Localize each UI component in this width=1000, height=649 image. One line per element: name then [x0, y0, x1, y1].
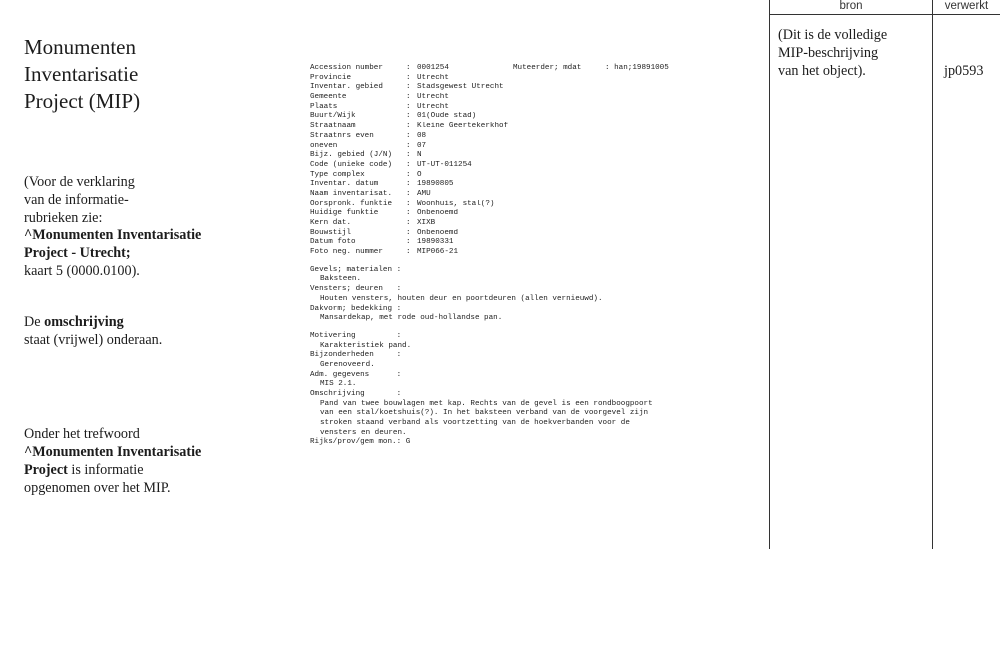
field-label: Datum foto	[310, 238, 356, 247]
field-value: Utrecht	[417, 102, 449, 111]
field-label: Kern dat.	[310, 219, 352, 227]
record-field-row	[310, 238, 760, 248]
field-value: AMU	[417, 189, 431, 198]
record-field-row	[310, 122, 760, 132]
record-field-row	[310, 229, 760, 239]
record-field-row	[310, 190, 760, 200]
record-field-row	[310, 83, 760, 93]
field-label: Bouwstijl	[310, 228, 352, 237]
field-label: Straatnrs even	[310, 131, 374, 140]
adm-label: Adm. gegevens :	[310, 370, 402, 379]
omschrijving-line: van een stal/koetshuis(?). In het baksteen verband van de voorgevel zijn	[320, 409, 649, 418]
field-separator: :	[406, 131, 416, 140]
field-separator: :	[406, 248, 416, 257]
field-separator: :	[406, 180, 416, 189]
keyword-note: Onder het trefwoord ^Monumenten Inventarisatie Project is informatie opgenomen over het MIP.	[24, 426, 202, 496]
column-divider-verwerkt	[932, 0, 933, 549]
left-info-column	[24, 34, 284, 498]
column-divider-bron	[769, 0, 770, 549]
record-field-row	[310, 200, 760, 210]
field-label: Inventar. gebied	[310, 83, 383, 92]
field-label: Huidige funktie	[310, 209, 379, 218]
bijzonderheden-label: Bijzonderheden :	[310, 351, 402, 360]
record-field-row	[310, 93, 760, 103]
field-value: 01(Oude stad)	[417, 112, 477, 121]
field-separator: :	[406, 199, 416, 208]
field-value: O	[417, 170, 422, 179]
record-field-row	[310, 103, 760, 113]
field-label: Bijz. gebied (J/N)	[310, 151, 393, 160]
field-label: Inventar. datum	[310, 180, 379, 189]
omschrijving-line: vensters en deuren.	[320, 428, 407, 437]
reference-link: ^Monumenten Inventarisatie	[24, 227, 202, 244]
rijks-monument: Rijks/prov/gem mon.: G	[310, 438, 411, 447]
omschrijving-line: stroken staand verband als voortzetting van de hoekverbanden voor de	[320, 419, 630, 428]
gevels-value: Baksteen.	[320, 275, 362, 284]
record-field-row	[310, 151, 760, 161]
record-field-row	[310, 132, 760, 142]
gevels-label: Gevels; materialen :	[310, 265, 402, 274]
bron-text: (Dit is de volledige MIP-beschrijving van het object).	[778, 27, 888, 79]
field-label: Plaats	[310, 102, 338, 111]
field-separator: :	[406, 151, 416, 160]
field-value: Onbenoemd	[417, 209, 459, 218]
field-value: 19890805	[417, 180, 454, 189]
field-value: 07	[417, 141, 427, 150]
field-label: Buurt/Wijk	[310, 112, 356, 121]
field-separator: :	[406, 64, 416, 72]
vensters-label: Vensters; deuren :	[310, 285, 402, 294]
field-value: Kleine Geertekerkhof	[417, 122, 509, 131]
omschrijving-label: Omschrijving :	[310, 390, 402, 398]
field-label: Type complex	[310, 170, 365, 179]
field-separator: :	[406, 238, 416, 247]
field-separator: :	[406, 102, 416, 111]
field-value: Onbenoemd	[417, 228, 459, 237]
record-section	[310, 332, 760, 448]
dakvorm-label: Dakvorm; bedekking :	[310, 304, 402, 313]
record-field-row	[310, 209, 760, 219]
mip-record	[310, 64, 760, 448]
field-separator: :	[406, 189, 416, 198]
field-separator: :	[406, 122, 416, 131]
field-label: Foto neg. nummer	[310, 248, 383, 257]
field-value: XIXB	[417, 219, 436, 227]
field-value: 0001254	[417, 64, 449, 72]
field-separator: :	[406, 141, 416, 150]
field-separator: :	[406, 112, 416, 121]
header-verwerkt: verwerkt	[944, 0, 989, 12]
field-value: Stadsgewest Utrecht	[417, 83, 504, 92]
field-separator: :	[406, 219, 416, 227]
explanation-note: (Voor de verklaring van de informatie- rubrieken zie: ^Monumenten Inventarisatie Project - Utrecht; kaart 5 (0000.0100).	[24, 174, 202, 279]
record-field-row	[310, 248, 760, 258]
header-bron: bron	[839, 0, 863, 12]
record-field-row	[310, 219, 760, 229]
field-separator: :	[406, 93, 416, 102]
description-note: De omschrijving staat (vrijwel) onderaan.	[24, 313, 163, 348]
field-value: UT-UT-011254	[417, 160, 472, 169]
field-separator: :	[406, 160, 416, 169]
record-field-row	[310, 64, 760, 74]
verwerkt-code: jp0593	[944, 63, 984, 79]
field-label: Naam inventarisat.	[310, 189, 393, 198]
field-label: Straatnaam	[310, 122, 356, 131]
field-value: 08	[417, 131, 427, 140]
field-value: MIP066-21	[417, 248, 459, 257]
field-label: Accession number	[310, 64, 383, 72]
field-label: Gemeente	[310, 93, 347, 102]
motivering-value: Karakteristiek pand.	[320, 341, 412, 350]
record-field-row	[310, 161, 760, 171]
adm-value: MIS 2.1.	[320, 380, 357, 389]
field-separator: :	[406, 83, 416, 92]
field-value: Utrecht	[417, 73, 449, 82]
motivering-label: Motivering :	[310, 331, 402, 340]
vensters-value: Houten vensters, houten deur en poortdeuren (allen vernieuwd).	[320, 294, 603, 303]
page-title: Monumenten Inventarisatie Project (MIP)	[24, 35, 141, 113]
field-label: Code (unieke code)	[310, 160, 393, 169]
field-label: oneven	[310, 141, 338, 150]
field-extra-value: : han;19891005	[605, 64, 669, 72]
dakvorm-value: Mansardekap, met rode oud-hollandse pan.	[320, 314, 503, 323]
record-section	[310, 266, 760, 324]
field-value: 19890331	[417, 238, 454, 247]
record-field-row	[310, 112, 760, 122]
record-field-row	[310, 171, 760, 181]
omschrijving-line: Pand van twee bouwlagen met kap. Rechts van de gevel is een rondboogpoort	[320, 399, 653, 408]
bijzonderheden-value: Gerenoveerd.	[320, 360, 375, 369]
field-label: Provincie	[310, 73, 352, 82]
field-value: N	[417, 151, 422, 160]
header-divider	[769, 14, 1000, 15]
field-separator: :	[406, 73, 416, 82]
record-field-row	[310, 180, 760, 190]
field-separator: :	[406, 170, 416, 179]
field-separator: :	[406, 228, 416, 237]
field-separator: :	[406, 209, 416, 218]
record-field-row	[310, 74, 760, 84]
field-value: Utrecht	[417, 93, 449, 102]
field-label: Oorspronk. funktie	[310, 199, 393, 208]
field-value: Woonhuis, stal(?)	[417, 199, 495, 208]
record-field-row	[310, 142, 760, 152]
field-extra-label: Muteerder; mdat	[513, 64, 582, 72]
